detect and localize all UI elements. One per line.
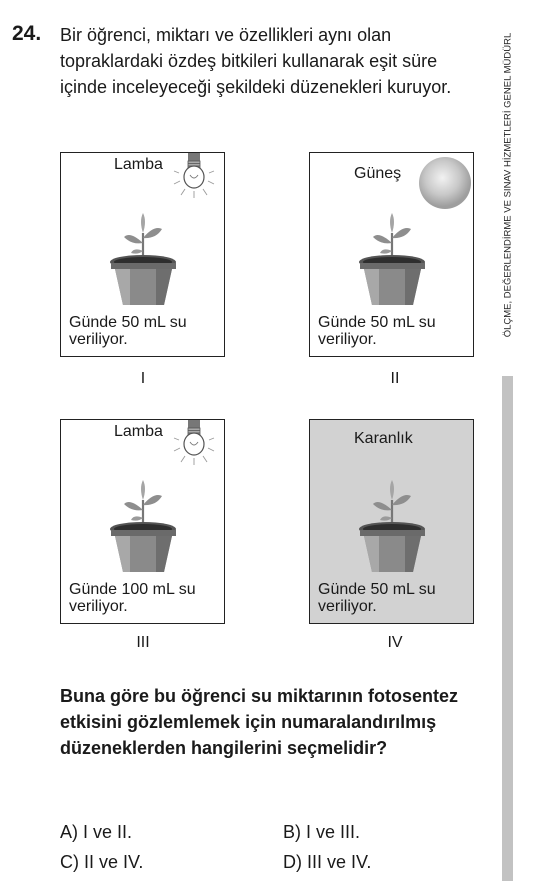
water-line-1: Günde 50 mL su	[318, 581, 436, 598]
water-amount-text	[318, 314, 436, 348]
light-source-label: Güneş	[354, 165, 402, 182]
light-source-label: Lamba	[114, 156, 163, 173]
side-gray-bar	[502, 376, 513, 881]
question-prompt: Buna göre bu öğrenci su miktarının fotosentez etkisini gözlemlemek için numaralandırılmış düzeneklerden hangilerini seçmelidir?	[60, 686, 459, 758]
side-publisher-text: ÖLÇME, DEĞERLENDİRME VE SINAV HİZMETLERİ GENEL MÜDÜRL	[502, 32, 514, 338]
water-amount-text	[69, 314, 187, 348]
water-line-2: veriliyor.	[318, 598, 377, 615]
setup-panel-1	[60, 152, 225, 357]
sun-icon	[417, 155, 473, 211]
setup-number-2: II	[390, 370, 400, 387]
question-stem: Bir öğrenci, miktarı ve özellikleri aynı olan topraklardaki özdeş bitkileri kullanarak eşit süre içinde inceleyeceği şekildeki düzenekleri kuruyor.	[60, 25, 452, 97]
setup-panel-4	[309, 419, 474, 624]
water-line-2: veriliyor.	[318, 331, 377, 348]
lamp-icon	[169, 151, 219, 201]
setup-number-3: III	[136, 634, 150, 651]
question-number: 24.	[12, 22, 42, 45]
setup-panel-2	[309, 152, 474, 357]
side-publisher-label	[500, 0, 516, 370]
setup-panel-3	[60, 419, 225, 624]
lamp-icon	[169, 418, 219, 468]
light-source-label: Karanlık	[354, 430, 413, 447]
light-source-label: Lamba	[114, 423, 163, 440]
option-b[interactable]: B) I ve III.	[283, 822, 361, 842]
option-c[interactable]: C) II ve IV.	[60, 852, 144, 872]
water-line-1: Günde 50 mL su	[318, 314, 436, 331]
potted-plant-icon	[355, 207, 430, 307]
potted-plant-icon	[106, 474, 181, 574]
water-amount-text	[69, 581, 196, 615]
option-a[interactable]: A) I ve II.	[60, 822, 133, 842]
water-line-1: Günde 100 mL su	[69, 581, 196, 598]
option-d[interactable]: D) III ve IV.	[283, 852, 372, 872]
water-amount-text	[318, 581, 436, 615]
setup-number-1: I	[140, 370, 146, 387]
water-line-1: Günde 50 mL su	[69, 314, 187, 331]
setup-number-4: IV	[387, 634, 403, 651]
potted-plant-icon	[355, 474, 430, 574]
water-line-2: veriliyor.	[69, 598, 128, 615]
potted-plant-icon	[106, 207, 181, 307]
water-line-2: veriliyor.	[69, 331, 128, 348]
